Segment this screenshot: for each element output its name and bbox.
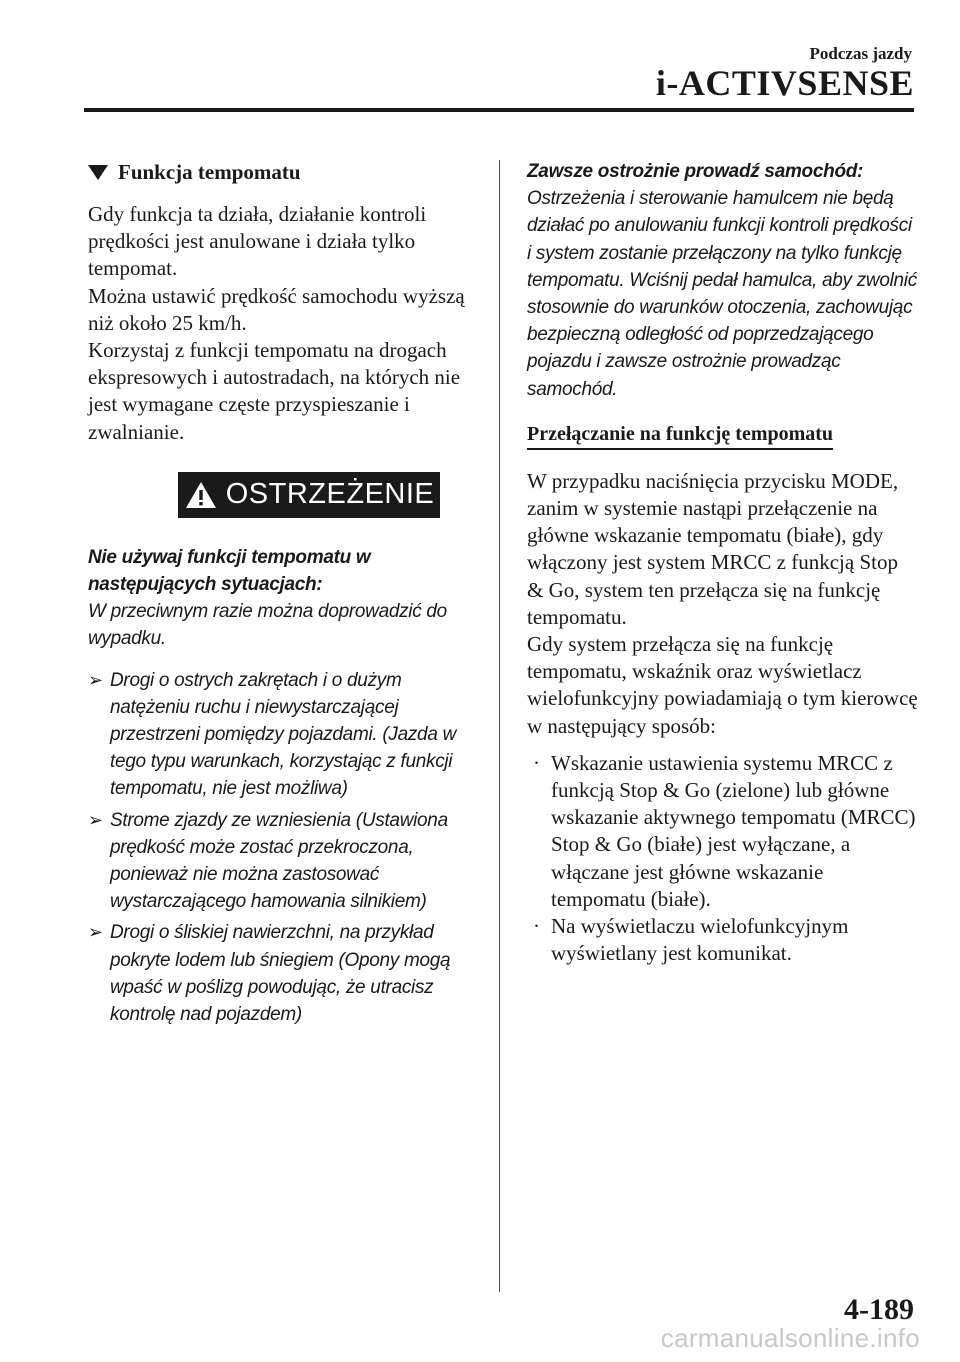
warning-label: OSTRZEŻENIE: [225, 478, 435, 511]
page-number: 4-189: [844, 1293, 914, 1326]
right-column: [527, 158, 919, 967]
arrow-bullet-icon: ➢: [88, 809, 103, 830]
arrow-bullet-icon: ➢: [88, 922, 103, 943]
warning-intro: W przeciwnym razie można doprowadzić do wypadku.: [88, 601, 447, 650]
header-rule: [84, 108, 914, 112]
body-text: [88, 201, 480, 446]
list-item-text: Drogi o ostrych zakrętach i o dużym natężeniu ruchu i niewystarczającej przestrzeni pomiędzy pojazdami. (Jazda w tego typu warunkach, korzystając z funkcji tempomatu, nie jest możliwa): [110, 669, 456, 800]
warning-continuation: [527, 158, 919, 403]
paragraph: Gdy funkcja ta działa, działanie kontroli prędkości jest anulowane i działa tylko tempomat.: [88, 202, 427, 281]
list-item-text: Wskazanie ustawienia systemu MRCC z funkcją Stop & Go (zielone) lub główne wskazanie aktywnego tempomatu (MRCC) Stop & Go (białe) jest wyłączane, a włączane jest główne wskazanie tempomatu (białe).: [551, 750, 916, 911]
warning-label-box: [178, 472, 440, 518]
list-item: [88, 807, 480, 916]
list-item: [88, 667, 480, 803]
chapter-title: i-ACTIVSENSE: [655, 63, 914, 103]
warning-list: [88, 667, 480, 1029]
triangle-down-icon: [88, 165, 108, 180]
watermark: carmanualsonline.info: [660, 1323, 920, 1353]
paragraph: Korzystaj z funkcji tempomatu na drogach ekspresowych i autostradach, na których nie jest wymagane częste przyspieszanie i zwalnianie.: [88, 338, 461, 444]
warning-text: [88, 544, 480, 1028]
section-heading-text: Funkcja tempomatu: [118, 160, 301, 184]
dot-bullet-icon: ·: [533, 914, 540, 939]
paragraph: Można ustawić prędkość samochodu wyższą niż około 25 km/h.: [88, 283, 465, 335]
dot-bullet-icon: ·: [533, 750, 540, 775]
body-text: [527, 468, 919, 740]
warning-triangle-icon: [184, 480, 218, 510]
section-heading: [88, 160, 480, 185]
list-item-text: Na wyświetlaczu wielofunkcyjnym wyświetlany jest komunikat.: [551, 914, 849, 966]
list-item: [88, 919, 480, 1028]
warning-body: Ostrzeżenia i sterowanie hamulcem nie będą działać po anulowaniu funkcji kontroli prędkości i system zostanie przełączony na tylko funkcję tempomatu. Wciśnij pedał hamulca, aby zwolnić stosownie do warunków otoczenia, zachowując bezpieczną odległość od poprzedzającego pojazdu i zawsze ostrożnie prowadząc samochód.: [527, 188, 917, 400]
left-column: [88, 160, 480, 1032]
paragraph: W przypadku naciśnięcia przycisku MODE, zanim w systemie nastąpi przełączenie na główne wskazanie tempomatu (białe), gdy włączony jest system MRCC z funkcją Stop & Go, system ten przełącza się na funkcję tempomatu.: [527, 468, 899, 629]
subsection-heading: Przełączanie na funkcję tempomatu: [527, 423, 833, 450]
list-item-text: Strome zjazdy ze wzniesienia (Ustawiona prędkość może zostać przekroczona, ponieważ nie można zastosować wystarczającego hamowania silnikiem): [110, 809, 448, 913]
column-divider: [499, 160, 500, 1292]
bullet-list: [527, 750, 919, 968]
section-title: Podczas jazdy: [809, 44, 912, 63]
warning-title: Nie używaj funkcji tempomatu w następujących sytuacjach:: [88, 546, 371, 596]
arrow-bullet-icon: ➢: [88, 669, 103, 690]
warning-title: Zawsze ostrożnie prowadź samochód:: [527, 161, 864, 182]
paragraph: Gdy system przełącza się na funkcję tempomatu, wskaźnik oraz wyświetlacz wielofunkcyjny powiadamiają o tym kierowcę w następujący sposób:: [527, 632, 918, 738]
list-item: [527, 913, 919, 967]
list-item: [527, 750, 919, 913]
list-item-text: Drogi o śliskiej nawierzchni, na przykład pokryte lodem lub śniegiem (Opony mogą wpaść w poślizg powodując, że utracisz kontrolę nad pojazdem): [110, 922, 451, 1026]
